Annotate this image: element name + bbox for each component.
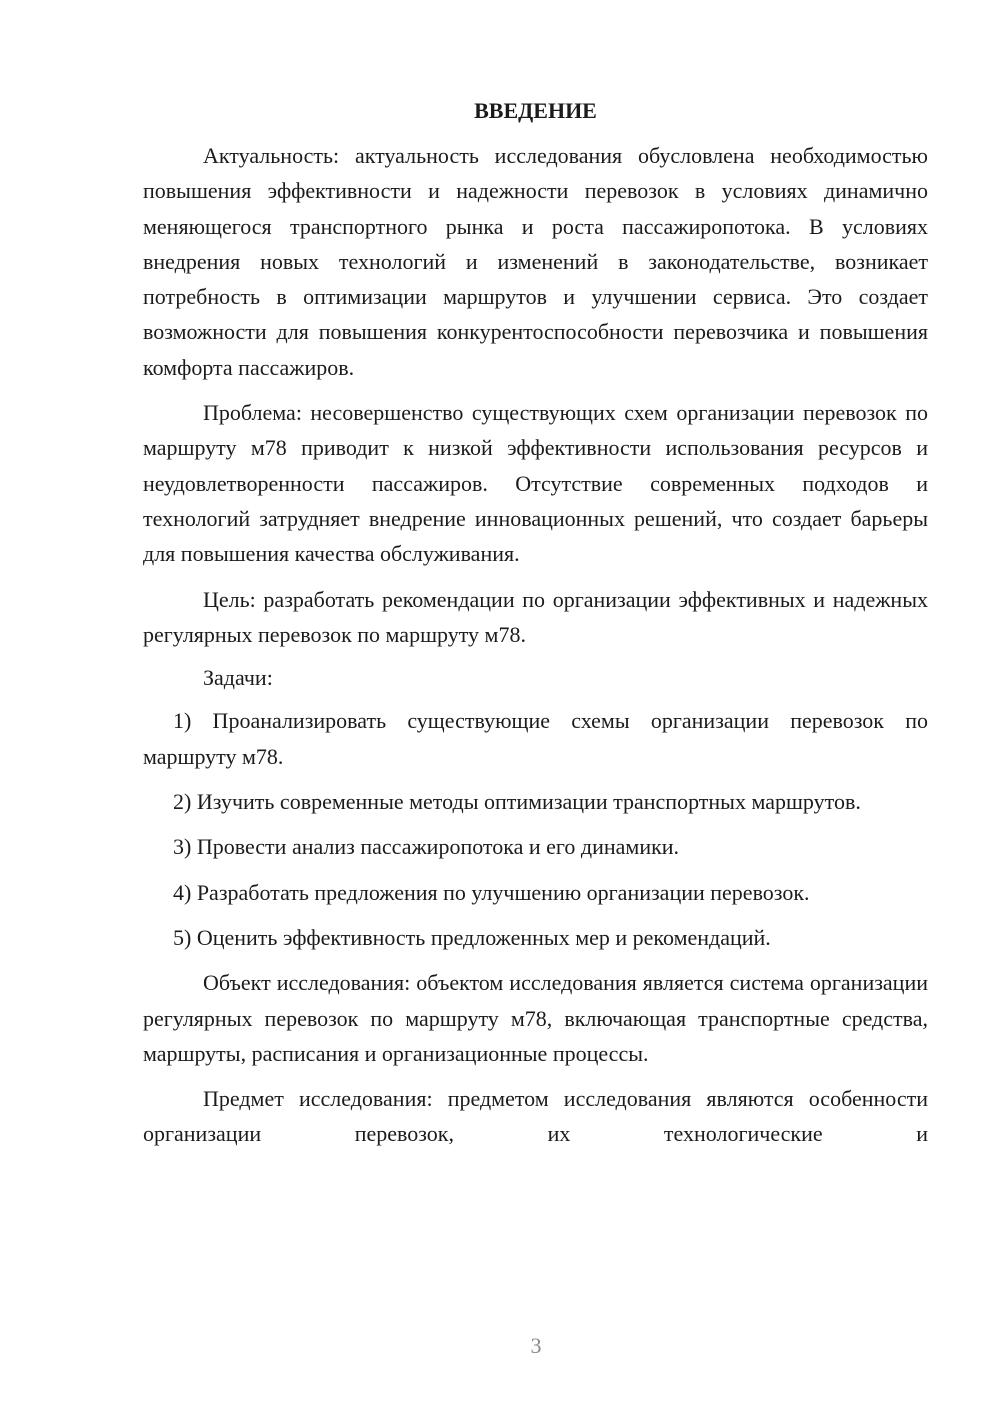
page-content [143,96,928,1162]
task-item-1: 1) Проанализировать существующие схемы организации перевозок по маршруту м78. [143,708,928,769]
paragraph-subject: Предмет исследования: предметом исследования являются особенности организации перевозок, их технологические и [143,1086,928,1147]
task-item-3: 3) Провести анализ пассажиропотока и его динамики. [173,834,680,860]
task-item-5: 5) Оценить эффективность предложенных мер и рекомендаций. [173,924,771,950]
paragraph-relevance: Актуальность: актуальность исследования обусловлена необходимостью повышения эффективности и надежности перевозок в условиях динамично меняющегося транспортного рынка и роста пассажиропотока. В условиях внедрения новых технологий и изменений в законодательстве, возникает потребность в оптимизации маршрутов и улучшении сервиса. Это создает возможности для повышения конкурентоспособности перевозчика и повышения комфорта пассажиров. [143,143,928,380]
tasks-label: Задачи: [203,665,273,691]
paragraph-aim: Цель: разработать рекомендации по организации эффективных и надежных регулярных перевозок по маршруту м78. [143,586,928,647]
task-item-4: 4) Разработать предложения по улучшению организации перевозок. [173,879,810,905]
page-number: 3 [530,1333,542,1358]
paragraph-problem: Проблема: несовершенство существующих схем организации перевозок по маршруту м78 приводит к низкой эффективности использования ресурсов и неудовлетворенности пассажиров. Отсутствие современных подходов и технологий затрудняет внедрение инновационных решений, что создает барьеры для повышения качества обслуживания. [143,400,928,567]
section-heading: ВВЕДЕНИЕ [474,98,597,123]
paragraph-object: Объект исследования: объектом исследования является система организации регулярных перевозок по маршруту м78, включающая транспортные средства, маршруты, расписания и организационные процессы. [143,970,928,1066]
task-item-2: 2) Изучить современные методы оптимизации транспортных маршрутов. [173,789,861,815]
